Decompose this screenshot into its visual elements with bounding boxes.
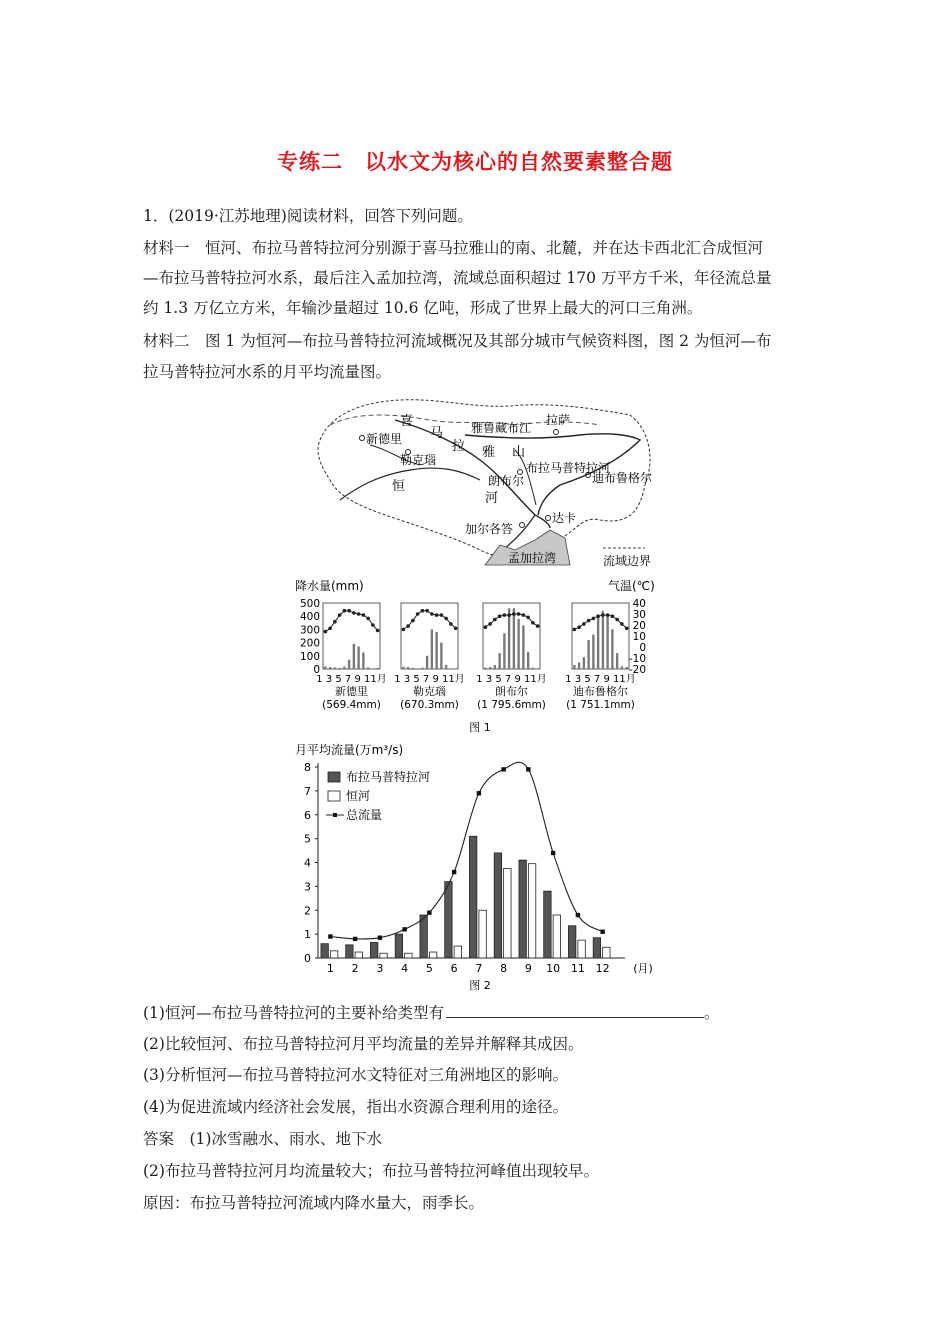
temp-point xyxy=(582,622,586,626)
material-2-line-1: 材料二 图 1 为恒河—布拉马普特拉河流域概况及其部分城市气候资料图，图 2 为恒河—布 xyxy=(143,332,772,350)
precip-bar xyxy=(372,668,374,669)
legend-label: 总流量 xyxy=(346,808,383,822)
temp-line xyxy=(574,615,626,629)
answer-1: 答案 (1)冰雪融水、雨水、地下水 xyxy=(143,1130,382,1148)
flow-bar xyxy=(519,860,526,958)
precip-tick-label: 500 xyxy=(299,598,320,610)
flow-bar xyxy=(553,915,560,958)
flow-bar xyxy=(454,946,461,958)
temp-point xyxy=(444,617,448,621)
precip-bar xyxy=(416,668,418,669)
flow-axis-label: 月平均流量(万m³/s) xyxy=(295,743,404,757)
x-tick-label: 2 xyxy=(351,962,359,975)
temp-point xyxy=(411,619,415,623)
page-title: 专练二 以水文为核心的自然要素整合题 xyxy=(277,150,673,174)
temp-point xyxy=(587,619,591,623)
temp-axis-label: 气温(℃) xyxy=(608,579,655,593)
temp-point xyxy=(526,616,530,620)
answer-3: 原因：布拉马普特拉河流域内降水量大，雨季长。 xyxy=(143,1194,485,1212)
temp-point xyxy=(601,613,605,617)
city-marker-dhaka xyxy=(546,516,551,521)
temp-point xyxy=(507,613,511,617)
precip-bar xyxy=(616,653,618,669)
temp-point xyxy=(425,609,429,613)
city-name: 新德里 xyxy=(335,685,368,698)
temp-tick-label: 0 xyxy=(639,642,646,654)
month-ticks: 1 3 5 7 9 11月 xyxy=(565,674,636,685)
precip-bar xyxy=(522,625,524,669)
climate-panel xyxy=(316,603,386,711)
map-label: 朗布尔 xyxy=(488,474,525,488)
temp-point xyxy=(449,622,453,626)
x-tick-label: 10 xyxy=(546,962,561,975)
flow-chart xyxy=(290,742,670,994)
city-name: 迪布鲁格尔 xyxy=(573,685,628,698)
precip-bar xyxy=(621,666,623,669)
precip-bar xyxy=(357,647,359,669)
temp-point xyxy=(328,627,332,631)
climate-panel xyxy=(476,603,546,711)
temp-point xyxy=(592,617,596,621)
map-label: 流域边界 xyxy=(603,554,652,568)
temp-point xyxy=(625,627,629,631)
city-marker-lhasa xyxy=(554,430,559,435)
flow-bar xyxy=(544,891,551,958)
x-tick-label: 7 xyxy=(475,962,483,975)
map-label: 达卡 xyxy=(552,511,577,525)
map-label: 山 xyxy=(512,445,526,460)
legend-label: 布拉马普特拉河 xyxy=(346,770,431,784)
map-label: 迪布鲁格尔 xyxy=(592,471,653,485)
x-tick-label: 9 xyxy=(524,962,532,975)
map-label: 雅 xyxy=(482,445,496,460)
precip-bar xyxy=(606,616,608,669)
temp-point xyxy=(596,614,600,618)
precip-bar xyxy=(440,643,442,669)
total-flow-point xyxy=(378,936,382,940)
temp-point xyxy=(573,628,577,632)
precip-bar xyxy=(348,660,350,669)
panel-frame xyxy=(483,603,540,669)
y-tick-label: 7 xyxy=(304,784,311,798)
precip-bar xyxy=(592,635,594,669)
temp-point xyxy=(421,609,425,613)
annual-precip-total: (569.4mm) xyxy=(322,699,381,711)
temp-point xyxy=(362,613,366,617)
x-tick-label: 4 xyxy=(401,962,409,975)
precip-bar xyxy=(329,667,331,669)
city-marker-kolkata xyxy=(520,523,525,528)
flow-bar xyxy=(469,836,476,958)
precip-bar xyxy=(334,667,336,669)
flow-bar xyxy=(445,882,452,958)
flow-bar xyxy=(355,952,362,958)
precip-bar xyxy=(611,629,613,669)
precip-bar xyxy=(532,668,534,669)
precip-bar xyxy=(517,619,519,669)
precip-bar xyxy=(508,608,510,669)
precip-bar xyxy=(407,667,409,669)
temp-point xyxy=(416,612,420,616)
basin-map xyxy=(300,390,670,575)
question-intro: 1．(2019·江苏地理)阅读材料，回答下列问题。 xyxy=(143,207,473,225)
ganges-tributary xyxy=(340,468,480,500)
precip-bar xyxy=(353,644,355,669)
precip-tick-label: 400 xyxy=(299,611,320,624)
material-1-line-1: 材料一 恒河、布拉马普特拉河分别源于喜马拉雅山的南、北麓，并在达卡西北汇合成恒河 xyxy=(143,239,764,257)
climate-panel xyxy=(394,603,464,711)
flow-bar xyxy=(568,926,575,958)
precip-bar xyxy=(454,668,456,669)
total-flow-point xyxy=(551,851,555,855)
precip-bar xyxy=(494,665,496,669)
temp-point xyxy=(371,623,375,627)
map-label: 新德里 xyxy=(366,432,403,446)
temp-point xyxy=(347,609,351,613)
precip-bar xyxy=(498,653,500,669)
temp-point xyxy=(531,621,535,625)
temp-point xyxy=(503,613,507,617)
question-1 xyxy=(143,1002,719,1024)
flow-bar xyxy=(429,952,436,958)
question-1-end: 。 xyxy=(703,1004,720,1022)
precip-bar xyxy=(583,657,585,669)
question-1-text: (1)恒河—布拉马普特拉河的主要补给类型有 xyxy=(143,1004,444,1022)
month-ticks: 1 3 5 7 9 11月 xyxy=(316,674,387,685)
temp-point xyxy=(536,624,540,628)
map-label: 孟加拉湾 xyxy=(508,551,557,565)
precip-axis-label: 降水量(mm) xyxy=(295,579,364,593)
precip-bar xyxy=(536,668,538,669)
precip-bar xyxy=(484,668,486,669)
y-tick-label: 4 xyxy=(304,856,311,870)
map-label: 拉萨 xyxy=(546,413,571,427)
y-tick-label: 3 xyxy=(304,880,311,894)
y-tick-label: 5 xyxy=(304,832,311,846)
precip-bar xyxy=(597,616,599,669)
precip-bar xyxy=(625,667,627,669)
x-tick-label: 5 xyxy=(425,962,433,975)
answer-2: (2)布拉马普特拉河月均流量较大；布拉马普特拉河峰值出现较早。 xyxy=(143,1162,599,1180)
question-3: (3)分析恒河—布拉马普特拉河水文特征对三角洲地区的影响。 xyxy=(143,1066,568,1084)
map-label: 恒 xyxy=(392,479,406,494)
x-tick-label: 8 xyxy=(500,962,508,975)
temp-point xyxy=(402,628,406,632)
precip-bar xyxy=(489,667,491,669)
panel-frame xyxy=(323,603,380,669)
map-label: 拉 xyxy=(452,439,466,454)
precip-bar xyxy=(376,668,378,669)
flow-bar xyxy=(420,915,427,958)
temp-point xyxy=(440,613,444,617)
y-tick-label: 2 xyxy=(304,904,311,918)
temp-tick-label: -20 xyxy=(628,664,646,676)
annual-precip-total: (1 751.1mm) xyxy=(566,699,635,711)
temp-point xyxy=(493,618,497,622)
precip-tick-label: 300 xyxy=(299,624,320,637)
temp-tick-label: 20 xyxy=(632,620,646,632)
temp-point xyxy=(498,614,502,618)
precip-bar xyxy=(431,629,433,669)
temp-point xyxy=(484,625,488,629)
answer-blank[interactable] xyxy=(446,1003,704,1018)
flow-bar xyxy=(494,853,501,958)
map-label: 马 xyxy=(430,426,444,441)
figure-1-caption: 图 1 xyxy=(469,721,491,734)
temp-point xyxy=(357,612,361,616)
precip-bar xyxy=(527,652,529,669)
figure-2-caption: 图 2 xyxy=(469,979,491,992)
flow-bar xyxy=(578,940,585,958)
flow-bar xyxy=(405,953,412,958)
precip-bar xyxy=(578,662,580,669)
temp-point xyxy=(338,613,342,617)
flow-bar xyxy=(504,868,511,958)
flow-bar xyxy=(346,945,353,958)
y-tick-label: 6 xyxy=(304,808,311,822)
precip-tick-label: 100 xyxy=(299,650,320,663)
legend-marker xyxy=(333,813,337,817)
precip-bar xyxy=(602,611,604,669)
month-ticks: 1 3 5 7 9 11月 xyxy=(394,674,465,685)
month-ticks: 1 3 5 7 9 11月 xyxy=(476,674,547,685)
total-flow-point xyxy=(427,910,431,914)
city-name: 勒克瑙 xyxy=(413,685,446,698)
temp-point xyxy=(406,624,410,628)
total-flow-line xyxy=(330,762,602,939)
flow-bar xyxy=(593,938,600,958)
annual-precip-total: (1 795.6mm) xyxy=(477,699,546,711)
precip-bar xyxy=(587,640,589,669)
temp-point xyxy=(324,630,328,634)
temp-point xyxy=(512,612,516,616)
precip-bar xyxy=(503,633,505,669)
temp-point xyxy=(620,622,624,626)
temp-point xyxy=(577,625,581,629)
material-1-line-3: 约 1.3 万亿立方米，年输沙量超过 10.6 亿吨，形成了世界上最大的河口三角洲。 xyxy=(143,299,703,317)
total-flow-point xyxy=(576,913,580,917)
precip-bar xyxy=(402,667,404,669)
precip-bar xyxy=(435,632,437,669)
temp-point xyxy=(352,611,356,615)
map-label: 喜 xyxy=(400,414,414,429)
temp-tick-label: 30 xyxy=(632,609,646,621)
precip-bar xyxy=(338,668,340,669)
temp-point xyxy=(454,627,458,631)
precip-bar xyxy=(573,665,575,669)
flow-bar xyxy=(370,942,377,958)
precip-bar xyxy=(421,668,423,669)
x-tick-label: 12 xyxy=(595,962,610,975)
precip-bar xyxy=(367,667,369,669)
precip-tick-label: 200 xyxy=(299,637,320,650)
legend-swatch xyxy=(328,772,340,782)
temp-point xyxy=(366,617,370,621)
map-label: 雅鲁藏布江 xyxy=(471,421,532,435)
total-flow-point xyxy=(452,870,456,874)
legend-label: 恒河 xyxy=(346,789,371,803)
precip-bar xyxy=(426,656,428,669)
total-flow-point xyxy=(328,934,332,938)
total-flow-point xyxy=(526,767,530,771)
total-flow-point xyxy=(477,791,481,795)
flow-bar xyxy=(321,944,328,958)
temp-tick-label: 10 xyxy=(632,631,646,643)
temp-point xyxy=(615,618,619,622)
annual-precip-total: (670.3mm) xyxy=(400,699,459,711)
temp-point xyxy=(606,613,610,617)
x-tick-label: 6 xyxy=(450,962,458,975)
climate-panel xyxy=(565,603,635,711)
precip-bar xyxy=(324,666,326,669)
temp-tick-label: -10 xyxy=(628,653,646,665)
x-tick-label: 11 xyxy=(570,962,585,975)
temp-point xyxy=(435,613,439,617)
precip-bar xyxy=(362,653,364,670)
map-label: 加尔各答 xyxy=(465,522,514,536)
temp-point xyxy=(517,612,521,616)
temp-point xyxy=(343,609,347,613)
x-tick-label: 1 xyxy=(326,962,334,975)
city-marker-new-delhi xyxy=(360,436,365,441)
map-label: 河 xyxy=(485,491,499,506)
y-tick-label: 0 xyxy=(304,952,311,965)
precip-bar xyxy=(445,665,447,669)
precip-bar xyxy=(343,667,345,669)
temp-point xyxy=(430,612,434,616)
x-tick-label: 3 xyxy=(376,962,384,975)
temp-line xyxy=(485,614,537,627)
flow-bar xyxy=(395,934,402,958)
y-tick-label: 1 xyxy=(304,928,311,942)
total-flow-point xyxy=(501,767,505,771)
precip-bar xyxy=(412,668,414,669)
material-1-line-2: —布拉马普特拉河水系，最后注入孟加拉湾，流域总面积超过 170 万平方千米，年径流总量 xyxy=(143,269,772,287)
flow-bar xyxy=(380,953,387,958)
legend-swatch xyxy=(328,791,340,801)
precip-tick-label: 0 xyxy=(313,664,320,676)
material-2-line-2: 拉马普特拉河水系的月平均流量图。 xyxy=(143,363,392,381)
temp-point xyxy=(488,622,492,626)
flow-bar xyxy=(330,951,337,958)
city-name: 朗布尔 xyxy=(495,685,528,698)
flow-bar xyxy=(479,910,486,958)
question-4: (4)为促进流域内经济社会发展，指出水资源合理利用的途径。 xyxy=(143,1098,568,1116)
temp-point xyxy=(333,620,337,624)
climate-charts xyxy=(290,578,670,736)
total-flow-point xyxy=(402,927,406,931)
question-2: (2)比较恒河、布拉马普特拉河月平均流量的差异并解释其成因。 xyxy=(143,1035,584,1053)
precip-bar xyxy=(513,608,515,669)
map-label: 勒克瑙 xyxy=(400,453,437,467)
panel-frame xyxy=(572,603,629,669)
temp-tick-label: 40 xyxy=(632,598,646,610)
temp-point xyxy=(611,614,615,618)
temp-point xyxy=(522,613,526,617)
flow-bar xyxy=(603,947,610,958)
y-tick-label: 8 xyxy=(304,761,311,774)
total-flow-point xyxy=(353,937,357,941)
temp-point xyxy=(376,629,380,633)
map-label: 布拉马普特拉河 xyxy=(526,461,611,475)
flow-bar xyxy=(528,864,535,958)
total-flow-point xyxy=(600,930,604,934)
x-axis-unit: (月) xyxy=(633,962,653,975)
